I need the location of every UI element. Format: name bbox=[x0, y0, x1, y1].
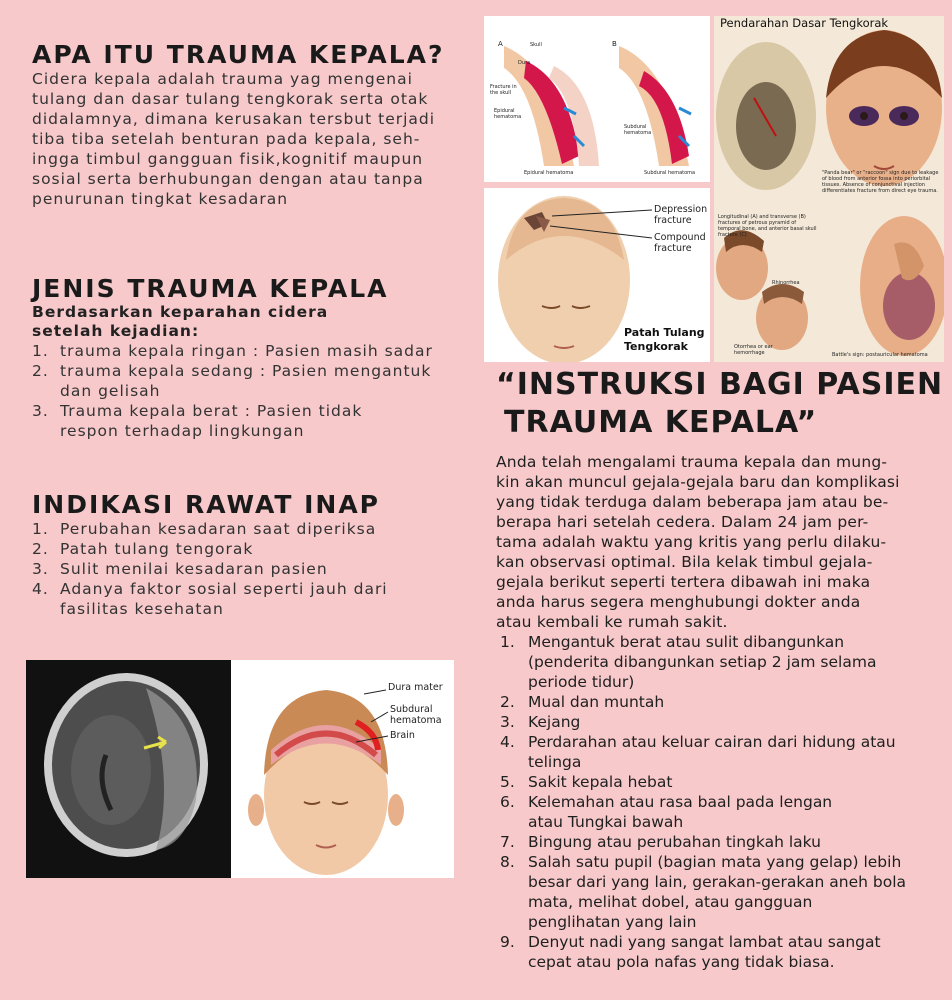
definition-line: tiba tiba setelah benturan pada kepala, seh- bbox=[32, 130, 421, 148]
subdural-figure bbox=[26, 660, 454, 878]
list-item: 3. Trauma kepala berat : Pasien tidak respon terhadap lingkungan bbox=[32, 402, 363, 440]
list-item: 9. Denyut nadi yang sangat lambat atau sangat cepat atau pola nafas yang tidak biasa. bbox=[500, 933, 881, 971]
section-definition bbox=[32, 40, 472, 209]
section-title-types: JENIS TRAUMA KEPALA bbox=[32, 274, 389, 303]
section-admission bbox=[32, 490, 472, 619]
definition-line: tulang dan dasar tulang tengkorak serta otak bbox=[32, 90, 429, 108]
list-item: 3. Kejang bbox=[500, 713, 581, 731]
list-item: 4. Adanya faktor sosial seperti jauh dari fasilitas kesehatan bbox=[32, 580, 388, 618]
label-subdural-hematoma: Subdural hematoma bbox=[390, 704, 442, 726]
list-item: 2. trauma kepala sedang : Pasien mengantuk dan gelisah bbox=[32, 362, 432, 400]
label-dura-mater: Dura mater bbox=[388, 682, 443, 693]
list-item: 1. trauma kepala ringan : Pasien masih sadar bbox=[32, 342, 433, 360]
label-compound-fracture: Compound fracture bbox=[654, 232, 706, 254]
section-title-definition: APA ITU TRAUMA KEPALA? bbox=[32, 40, 445, 69]
caption-subdural: Subdural hematoma bbox=[644, 170, 696, 176]
section-instructions bbox=[496, 366, 946, 972]
list-item: 6. Kelemahan atau rasa baal pada lengan atau Tungkai bawah bbox=[500, 793, 833, 831]
list-item: 4. Perdarahan atau keluar cairan dari hidung atau telinga bbox=[500, 733, 896, 771]
skull-base-figure bbox=[714, 16, 944, 362]
label-fracture: Fracture in the skull bbox=[490, 84, 517, 96]
list-item: 5. Sakit kepala hebat bbox=[500, 773, 673, 791]
definition-line: sosial serta berhubungan dengan atau tanpa bbox=[32, 170, 424, 188]
definition-line: didalamnya, dimana kerusakan tersbut terjadi bbox=[32, 110, 436, 128]
definition-text bbox=[32, 69, 472, 209]
definition-line: Cidera kepala adalah trauma yag mengenai bbox=[32, 70, 413, 88]
list-item: 1. Perubahan kesadaran saat diperiksa bbox=[32, 520, 377, 538]
definition-line: ingga timbul gangguan fisik,kognitif maupun bbox=[32, 150, 424, 168]
instructions-paragraph: Anda telah mengalami trauma kepala dan mung- kin akan muncul gejala-gejala baru dan komplikasi yang tidak terduga dalam beberapa jam atau be- berapa hari setelah cedera. Dalam 24 jam per- tama adalah waktu yang kritis yang perlu dilaku- kan observasi optimal. Bila kelak timbul gejala- gejala berikut seperti tertera dibawah ini maka anda harus segera menghubungi dokter anda atau kembali ke rumah sakit. bbox=[496, 453, 900, 631]
types-list bbox=[32, 341, 472, 441]
list-item: 8. Salah satu pupil (bagian mata yang gelap) lebih besar dari yang lain, gerakan-gerakan aneh bola mata, melihat dobel, atau gangguan penglihatan yang lain bbox=[500, 853, 907, 931]
hematoma-illustration bbox=[484, 16, 710, 182]
list-item: 1. Mengantuk berat atau sulit dibangunkan (penderita dibangunkan setiap 2 jam selama periode tidur) bbox=[500, 633, 877, 691]
list-item: 2. Mual dan muntah bbox=[500, 693, 665, 711]
label-skull: Skull bbox=[530, 42, 542, 48]
label-panel-a: A bbox=[498, 40, 503, 48]
label-otorrhea: Otorrhea or ear hemorrhage bbox=[734, 344, 773, 356]
section-types bbox=[32, 274, 472, 441]
label-subdural: Subdural hematoma bbox=[624, 124, 652, 136]
list-item: 3. Sulit menilai kesadaran pasien bbox=[32, 560, 328, 578]
label-brain: Brain bbox=[390, 730, 415, 741]
list-item: 2. Patah tulang tengorak bbox=[32, 540, 254, 558]
caption-epidural: Epidural hematoma bbox=[524, 170, 574, 176]
label-dura: Dura bbox=[518, 60, 531, 66]
section-title-admission: INDIKASI RAWAT INAP bbox=[32, 490, 380, 519]
skull-fracture-caption: Patah Tulang Tengkorak bbox=[624, 326, 705, 353]
types-subtitle-line: Berdasarkan keparahan cidera bbox=[32, 303, 329, 321]
hematoma-diagram bbox=[484, 16, 710, 182]
label-panel-b: B bbox=[612, 40, 617, 48]
skull-fracture-figure bbox=[484, 188, 710, 362]
instructions-title: “INSTRUKSI BAGI PASIEN TRAUMA KEPALA” bbox=[496, 367, 944, 440]
admission-list bbox=[32, 519, 472, 619]
raccoon-sign-caption: "Panda bear" or "raccoon" sign due to leakage of blood from anterior fossa into periorbital tissues. Absence of conjunctival injection differentiates fracture from direct eye trauma. bbox=[822, 170, 939, 194]
skull-base-title: Pendarahan Dasar Tengkorak bbox=[720, 16, 889, 30]
types-subtitle-line: setelah kejadian: bbox=[32, 322, 200, 340]
label-rhinorrhea: Rhinorrhea bbox=[772, 280, 800, 286]
label-depression-fracture: Depression fracture bbox=[654, 204, 708, 226]
fracture-types-caption: Longitudinal (A) and transverse (B) fractures of petrous pyramid of temporal bone, and anterior basal skull fracture (C) bbox=[718, 214, 817, 238]
definition-line: penurunan tingkat kesadaran bbox=[32, 190, 289, 208]
list-item: 7. Bingung atau perubahan tingkah laku bbox=[500, 833, 821, 851]
label-battle-sign: Battle's sign: postauricular hematoma bbox=[832, 352, 928, 358]
symptom-list bbox=[500, 632, 946, 972]
types-subtitle bbox=[32, 303, 472, 341]
label-epidural: Epidural hematoma bbox=[494, 108, 522, 120]
